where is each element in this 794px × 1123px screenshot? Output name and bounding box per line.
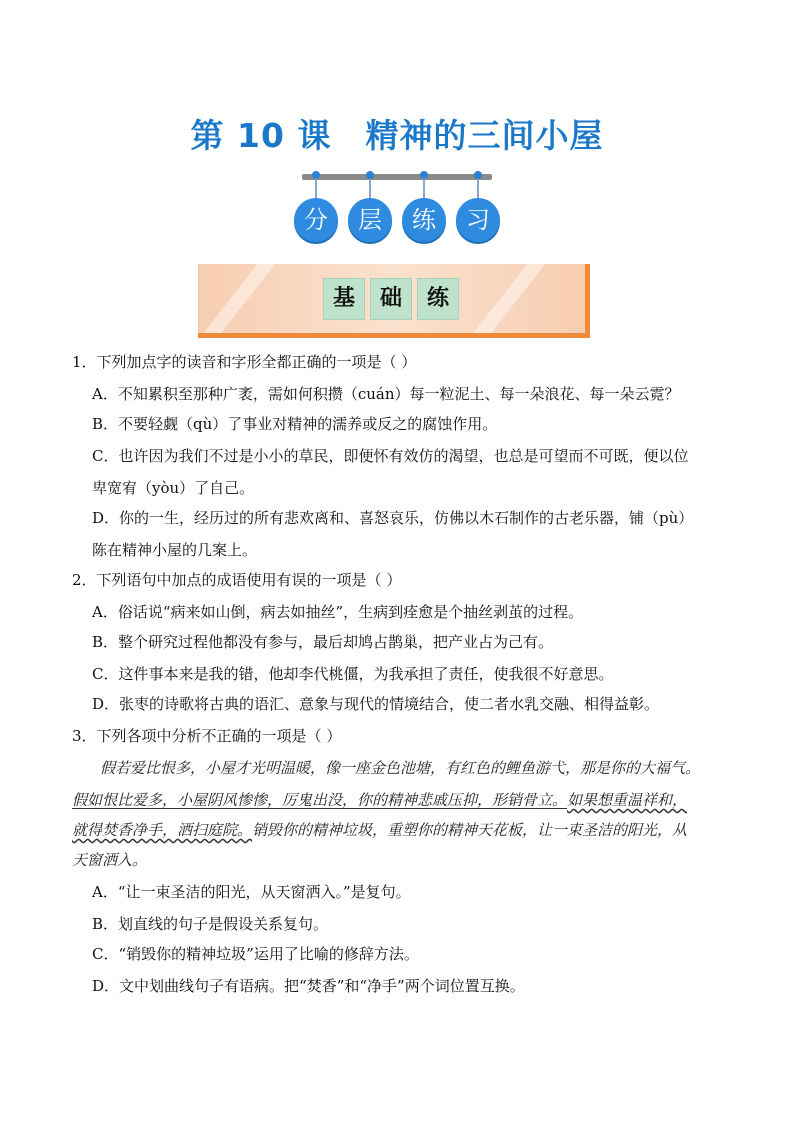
q1-option-b: B．不要轻觑（qù）了事业对精神的濡养或反之的腐蚀作用。 [92, 415, 498, 433]
q1-option-c-line1: C．也许因为我们不过是小小的草民，即便怀有效仿的渴望，也总是可望而不可既，便以位 [92, 447, 689, 465]
q3-option-b: B．划直线的句子是假设关系复句。 [92, 915, 329, 933]
wavy-underlined-sentence-end: 就得焚香净手，洒扫庭院。 [72, 821, 253, 839]
q3-passage-line1: 假若爱比恨多，小屋才光明温暖，像一座金色池塘，有红色的鲤鱼游弋，那是你的大福气。 [100, 759, 701, 777]
header-circle-3: 练 [402, 198, 446, 242]
banner-stripe [456, 264, 553, 338]
lesson-name: 精神的三间小屋 [365, 116, 604, 155]
q3-passage-line4: 天窗洒入。 [72, 851, 148, 869]
q2-option-a: A．俗话说“病来如山倒，病去如抽丝”，生病到痊愈是个抽丝剥茧的过程。 [92, 603, 584, 621]
passage-text: 销毁你的精神垃圾，重塑你的精神天花板，让一束圣洁的阳光，从 [252, 821, 688, 839]
wavy-underlined-sentence-start: 如果想重温祥和， [567, 791, 688, 809]
header-circle-1: 分 [294, 198, 338, 242]
banner-chip-2: 础 [370, 278, 412, 320]
banner-chip-1: 基 [323, 278, 365, 320]
banner-stripe [198, 264, 284, 338]
header-circle-2: 层 [348, 198, 392, 242]
q2-option-d: D．张枣的诗歌将古典的语汇、意象与现代的情境结合，使二者水乳交融、相得益彰。 [92, 695, 660, 713]
q1-option-d-line1: D．你的一生，经历过的所有悲欢离和、喜怒哀乐，仿佛以木石制作的古老乐器，铺（pù） [92, 509, 694, 527]
q3-option-a: A．“让一束圣洁的阳光，从天窗洒入。”是复句。 [92, 883, 411, 901]
q1-option-d-line2: 陈在精神小屋的几案上。 [92, 541, 258, 559]
header-circle-4: 习 [456, 198, 500, 242]
q1-stem: 1．下列加点字的读音和字形全都正确的一项是（ ） [72, 353, 417, 371]
section-banner [198, 264, 590, 338]
lesson-number: 第 10 课 [190, 116, 332, 155]
q2-stem: 2．下列语句中加点的成语使用有误的一项是（ ） [72, 571, 402, 589]
q2-option-b: B．整个研究过程他都没有参与，最后却鸠占鹊巢，把产业占为己有。 [92, 633, 554, 651]
header-rail [302, 174, 492, 180]
page-title [0, 110, 794, 157]
q3-stem: 3．下列各项中分析不正确的一项是（ ） [72, 727, 342, 745]
q3-option-d: D．文中划曲线句子有语病。把“焚香”和“净手”两个词位置互换。 [92, 977, 525, 995]
q3-passage-line2 [72, 790, 732, 810]
q1-option-c-line2: 卑宽宥（yòu）了自己。 [92, 479, 255, 497]
q3-passage-line3 [72, 820, 732, 840]
q2-option-c: C．这件事本来是我的错，他却李代桃僵，为我承担了责任，使我很不好意思。 [92, 665, 614, 683]
q3-option-c: C．“销毁你的精神垃圾”运用了比喻的修辞方法。 [92, 945, 419, 963]
q1-option-a: A．不知累积至那种广袤，需如何积攒（cuán）每一粒泥土、每一朵浪花、每一朵云霓？ [92, 385, 680, 403]
banner-chip-3: 练 [417, 278, 459, 320]
straight-underlined-sentence: 假如恨比爱多，小屋阴风惨惨，厉鬼出没，你的精神悲戚压抑，形销骨立。 [72, 791, 568, 809]
